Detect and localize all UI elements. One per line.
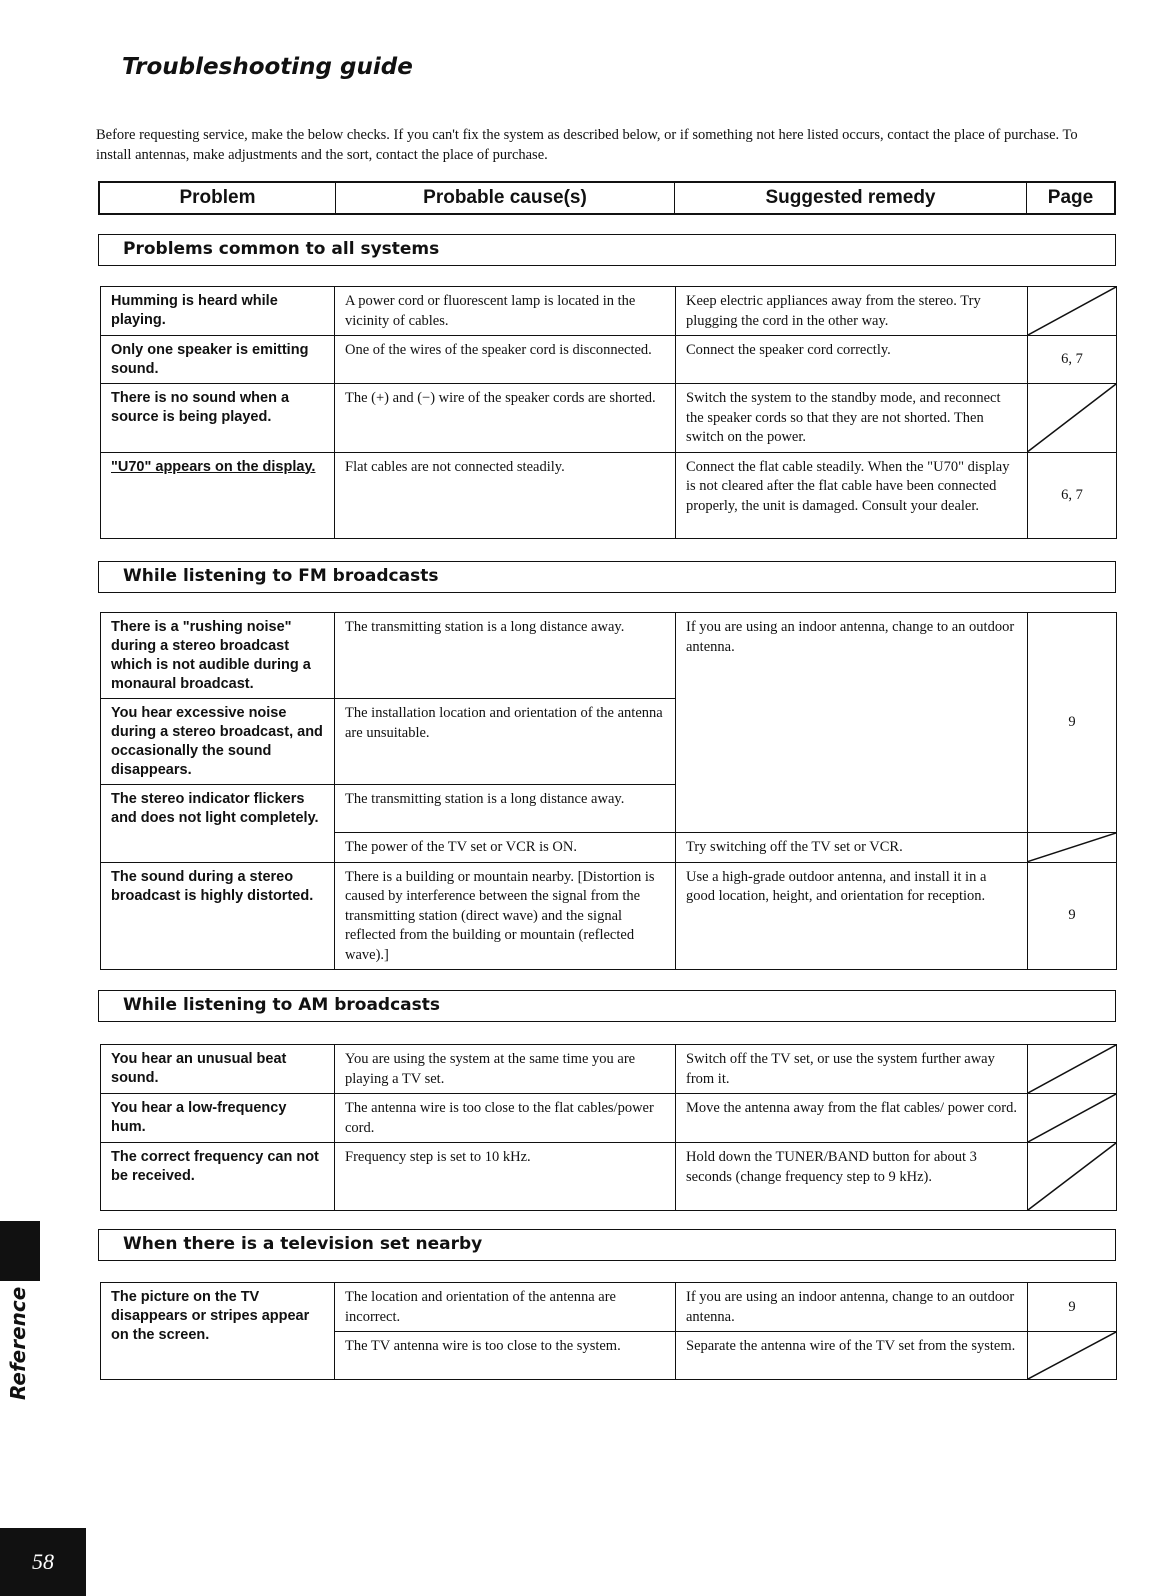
- remedy-cell: Keep electric appliances away from the stereo. Try plugging the cord in the other way.: [676, 287, 1028, 336]
- section-title-common: Problems common to all systems: [98, 234, 1116, 266]
- page-cell: 6, 7: [1028, 452, 1117, 538]
- remedy-cell: Separate the antenna wire of the TV set from the system.: [676, 1332, 1028, 1380]
- page-cell: 6, 7: [1028, 336, 1117, 384]
- slash-mark: [1028, 833, 1116, 862]
- page-cell: 9: [1028, 613, 1117, 833]
- table-row: [101, 862, 1117, 970]
- cause-cell: One of the wires of the speaker cord is disconnected.: [335, 336, 676, 384]
- remedy-cell: Use a high-grade outdoor antenna, and install it in a good location, height, and orientation for reception.: [676, 862, 1028, 970]
- table-am: [100, 1044, 1117, 1211]
- cause-cell: The transmitting station is a long distance away.: [335, 785, 676, 833]
- slash-mark: [1028, 1094, 1116, 1142]
- table-row: [101, 287, 1117, 336]
- cause-cell: A power cord or fluorescent lamp is located in the vicinity of cables.: [335, 287, 676, 336]
- remedy-cell: Hold down the TUNER/BAND button for about 3 seconds (change frequency step to 9 kHz).: [676, 1143, 1028, 1211]
- side-label-reference: Reference: [6, 1286, 30, 1400]
- problem-cell: Humming is heard while playing.: [101, 287, 335, 336]
- table-fm: [100, 612, 1117, 970]
- page-cell-empty: [1028, 1143, 1117, 1211]
- page-cell: 9: [1028, 1283, 1117, 1332]
- problem-cell: The correct frequency can not be received.: [101, 1143, 335, 1211]
- problem-cell: The stereo indicator flickers and does not light completely.: [101, 785, 335, 863]
- page-cell-empty: [1028, 833, 1117, 863]
- problem-cell: There is a "rushing noise" during a stereo broadcast which is not audible during a monaural broadcast.: [101, 613, 335, 699]
- remedy-cell: Connect the flat cable steadily. When the "U70" display is not cleared after the flat cable have been connected properly, the unit is damaged. Consult your dealer.: [676, 452, 1028, 538]
- remedy-cell: If you are using an indoor antenna, change to an outdoor antenna.: [676, 613, 1028, 833]
- header-cause: Probable cause(s): [336, 183, 675, 213]
- slash-mark: [1028, 1143, 1116, 1210]
- remedy-cell: Try switching off the TV set or VCR.: [676, 833, 1028, 863]
- problem-cell: The sound during a stereo broadcast is highly distorted.: [101, 862, 335, 970]
- remedy-cell: If you are using an indoor antenna, change to an outdoor antenna.: [676, 1283, 1028, 1332]
- cause-cell: The transmitting station is a long distance away.: [335, 613, 676, 699]
- cause-cell: The antenna wire is too close to the flat cables/power cord.: [335, 1094, 676, 1143]
- table-row: [101, 1143, 1117, 1211]
- page-cell-empty: [1028, 1045, 1117, 1094]
- cause-cell: There is a building or mountain nearby. [Distortion is caused by interference between the signal from the transmitting station (direct wave) and the signal reflected from the building or mountain (reflected wave).]: [335, 862, 676, 970]
- problem-cell: Only one speaker is emitting sound.: [101, 336, 335, 384]
- problem-cell: The picture on the TV disappears or stripes appear on the screen.: [101, 1283, 335, 1380]
- page-number: 58: [0, 1528, 86, 1596]
- section-tab-marker: [0, 1221, 40, 1281]
- column-header-row: [98, 181, 1116, 215]
- cause-cell: Frequency step is set to 10 kHz.: [335, 1143, 676, 1211]
- remedy-cell: Switch off the TV set, or use the system further away from it.: [676, 1045, 1028, 1094]
- cause-cell: The (+) and (−) wire of the speaker cords are shorted.: [335, 384, 676, 453]
- header-remedy: Suggested remedy: [675, 183, 1027, 213]
- remedy-cell: Connect the speaker cord correctly.: [676, 336, 1028, 384]
- slash-mark: [1028, 1045, 1116, 1093]
- slash-mark: [1028, 384, 1116, 452]
- table-row: [101, 1283, 1117, 1332]
- cause-cell: The TV antenna wire is too close to the system.: [335, 1332, 676, 1380]
- section-title-am: While listening to AM broadcasts: [98, 990, 1116, 1022]
- cause-cell: The installation location and orientation of the antenna are unsuitable.: [335, 699, 676, 785]
- header-page: Page: [1047, 187, 1094, 208]
- problem-cell: There is no sound when a source is being played.: [101, 384, 335, 453]
- page-cell-empty: [1028, 384, 1117, 453]
- section-title-fm: While listening to FM broadcasts: [98, 561, 1116, 593]
- problem-cell: "U70" appears on the display.: [101, 452, 335, 538]
- cause-cell: The power of the TV set or VCR is ON.: [335, 833, 676, 863]
- page-cell-empty: [1028, 287, 1117, 336]
- problem-cell: You hear an unusual beat sound.: [101, 1045, 335, 1094]
- page-cell-empty: [1028, 1094, 1117, 1143]
- table-row: [101, 336, 1117, 384]
- page-cell-empty: [1028, 1332, 1117, 1380]
- cause-cell: You are using the system at the same time you are playing a TV set.: [335, 1045, 676, 1094]
- table-row: [101, 452, 1117, 538]
- table-row: [101, 1045, 1117, 1094]
- table-row: [101, 613, 1117, 699]
- table-tv: [100, 1282, 1117, 1380]
- problem-cell: You hear a low-frequency hum.: [101, 1094, 335, 1143]
- table-row: [101, 384, 1117, 453]
- section-title-tv: When there is a television set nearby: [98, 1229, 1116, 1261]
- intro-text: Before requesting service, make the below checks. If you can't fix the system as described below, or if something not here listed occurs, contact the place of purchase. To install antennas, make adjustments and the sort, contact the place of purchase.: [96, 127, 1078, 163]
- cause-cell: The location and orientation of the antenna are incorrect.: [335, 1283, 676, 1332]
- slash-mark: [1028, 1332, 1116, 1379]
- remedy-cell: Switch the system to the standby mode, and reconnect the speaker cords so that they are not shorted. Then switch on the power.: [676, 384, 1028, 453]
- page-title: Troubleshooting guide: [122, 54, 413, 80]
- table-row: [101, 1094, 1117, 1143]
- cause-cell: Flat cables are not connected steadily.: [335, 452, 676, 538]
- remedy-cell: Move the antenna away from the flat cables/ power cord.: [676, 1094, 1028, 1143]
- slash-mark: [1028, 287, 1116, 335]
- header-problem: Problem: [100, 183, 336, 213]
- page-cell: 9: [1028, 862, 1117, 970]
- table-common: [100, 286, 1117, 539]
- problem-cell: You hear excessive noise during a stereo broadcast, and occasionally the sound disappears.: [101, 699, 335, 785]
